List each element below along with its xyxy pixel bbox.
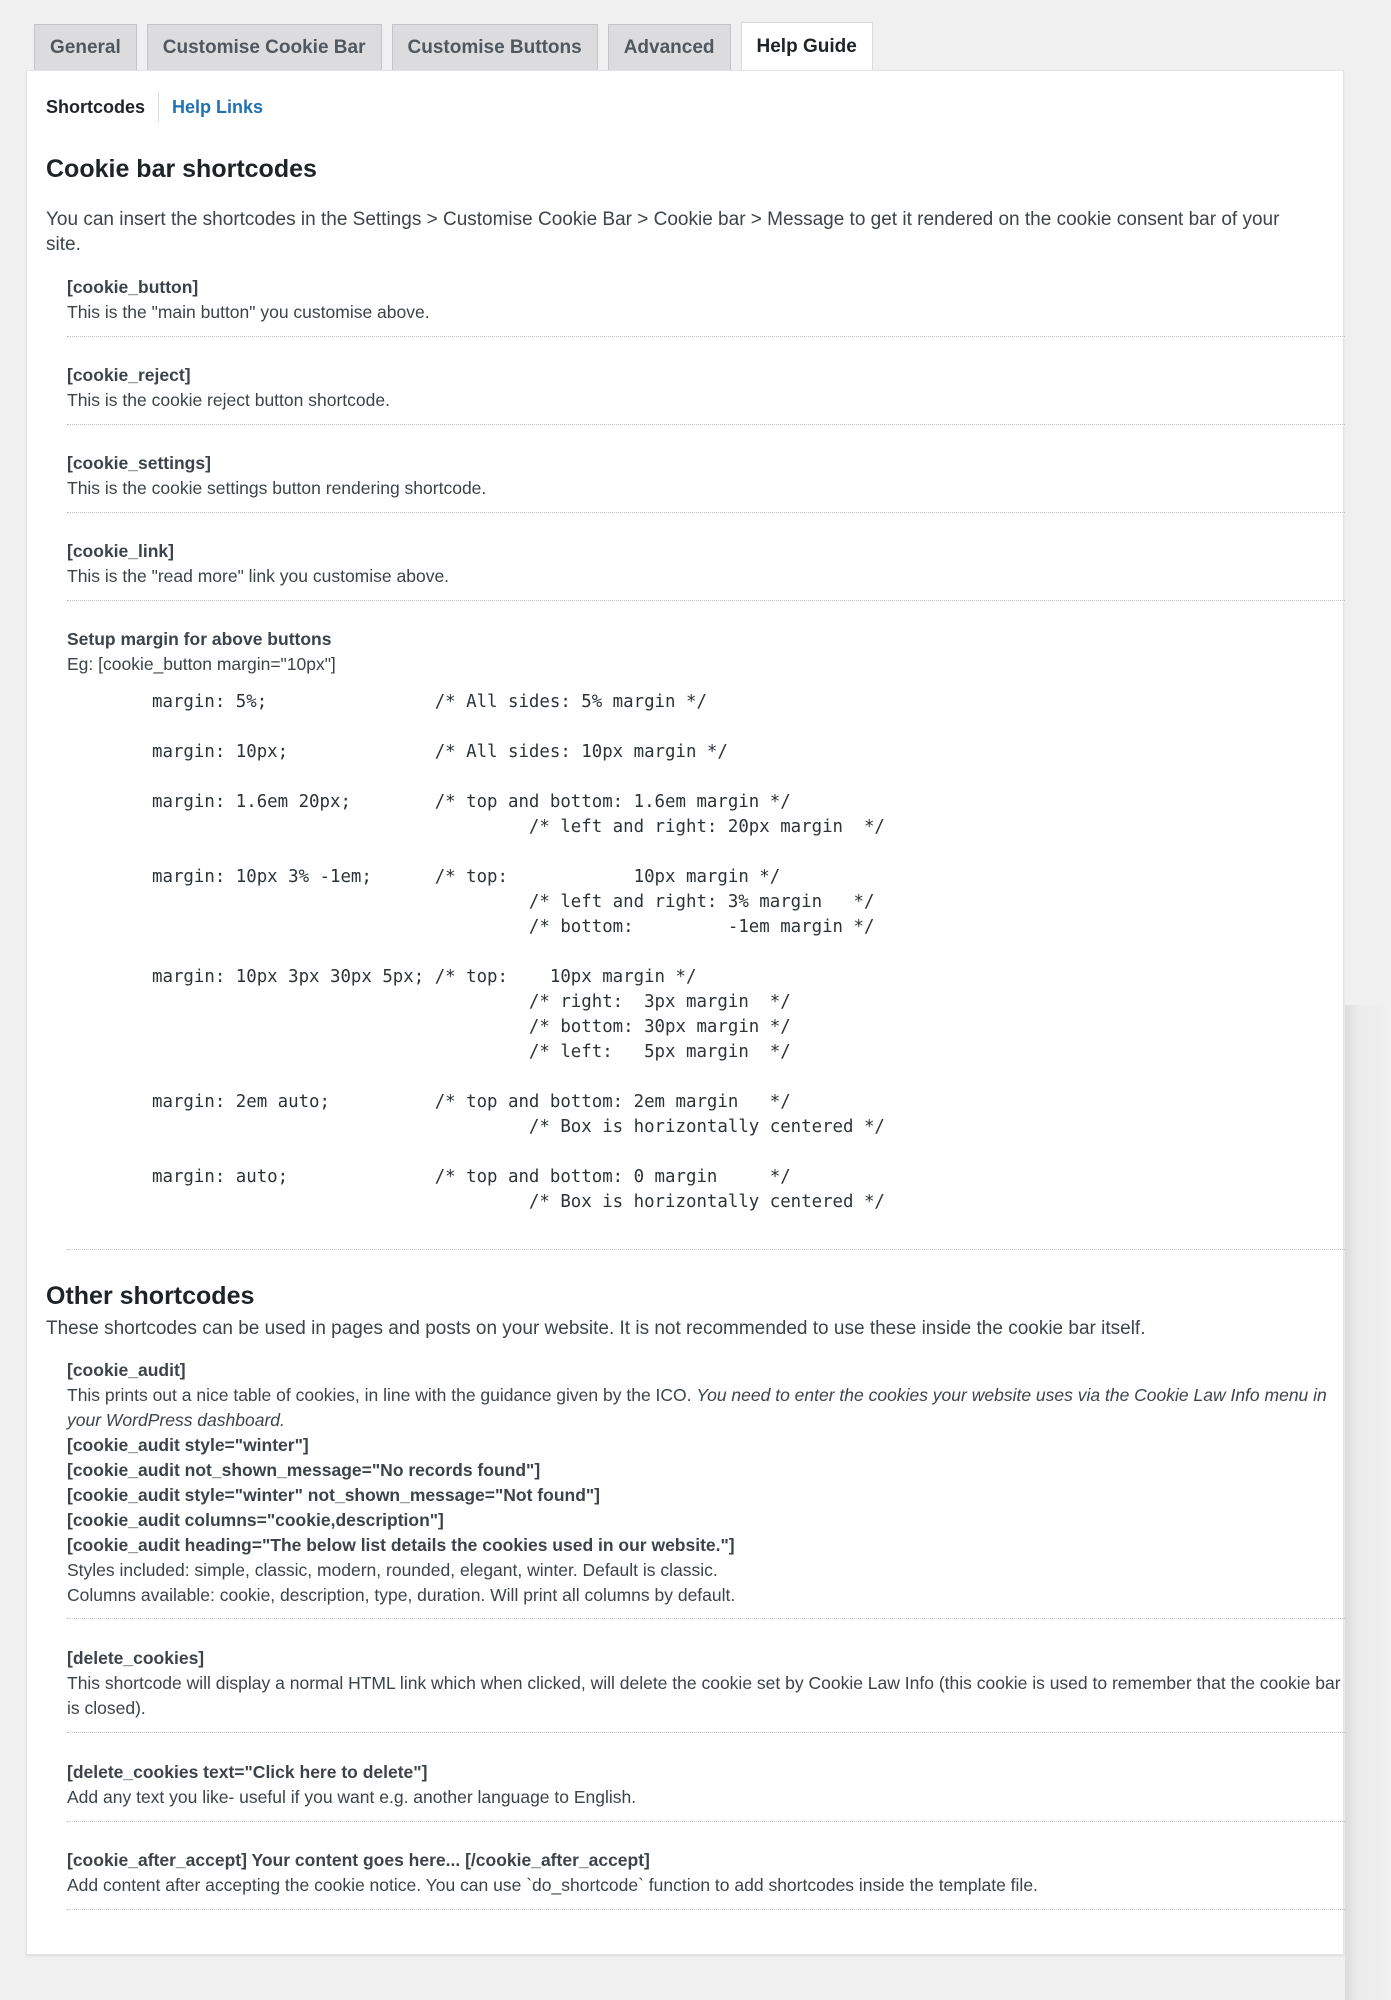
shortcode-description: This shortcode will display a normal HTML link which when clicked, will delete the cookie set by Cookie Law Info (this cookie is used to remember that the cookie bar is closed). xyxy=(67,1673,1341,1718)
audit-description-text: This prints out a nice table of cookies, in line with the guidance given by the ICO. xyxy=(67,1385,697,1405)
cookie-bar-shortcodes-title: Cookie bar shortcodes xyxy=(46,155,317,183)
shortcode-code: [cookie_link] xyxy=(67,541,174,561)
subnav-help-links[interactable]: Help Links xyxy=(172,96,264,117)
other-shortcodes-intro: These shortcodes can be used in pages and posts on your website. It is not recommended to use these inside the cookie bar itself. xyxy=(46,1318,1146,1339)
settings-tabs xyxy=(34,22,873,70)
shortcode-description: Add any text you like- useful if you want e.g. another language to English. xyxy=(67,1787,637,1807)
other-shortcodes-title: Other shortcodes xyxy=(46,1282,255,1310)
margin-code-block: margin: 5%; /* All sides: 5% margin */ margin: 10px; /* All sides: 10px margin */ margin: 1.6em 20px; /* top and bottom: 1.6em margin */ /* left and right: 20px margin */ margin: 10px 3% -1em; /* top: 10px margin */ /* left and right: 3% margin */ /* bottom: -1em margin */ margin: 10px 3px 30px 5px; /* top: 10px margin */ /* right: 3px margin */ /* bottom: 30px margin */ /* left: 5px margin */ margin: 2em auto; /* top and bottom: 2em margin */ /* Box is horizontally centered */ margin: auto; /* top and bottom: 0 margin */ /* Box is horizontally centered */ xyxy=(152,692,885,1212)
shortcode-code: [cookie_audit] xyxy=(67,1360,186,1380)
sub-navigation xyxy=(46,92,276,122)
tab-advanced[interactable]: Advanced xyxy=(608,24,731,70)
shortcode-code: [delete_cookies] xyxy=(67,1648,205,1668)
margin-setup-example: Eg: [cookie_button margin="10px"] xyxy=(67,654,336,674)
tab-help-guide[interactable]: Help Guide xyxy=(741,22,873,71)
tab-customise-buttons[interactable]: Customise Buttons xyxy=(392,24,598,70)
audit-variant: [cookie_audit not_shown_message="No records found"] xyxy=(67,1460,541,1480)
subnav-shortcodes[interactable]: Shortcodes xyxy=(46,96,146,117)
margin-setup-title: Setup margin for above buttons xyxy=(67,629,332,649)
shortcode-item xyxy=(67,275,1345,337)
shortcode-code: [cookie_after_accept] Your content goes here... [/cookie_after_accept] xyxy=(67,1850,650,1870)
shortcode-description: This is the "read more" link you customise above. xyxy=(67,566,450,586)
audit-columns-text: Columns available: cookie, description, type, duration. Will print all columns by default. xyxy=(67,1585,736,1605)
audit-styles-text: Styles included: simple, classic, modern, rounded, elegant, winter. Default is classic. xyxy=(67,1560,718,1580)
audit-variant: [cookie_audit style="winter" not_shown_message="Not found"] xyxy=(67,1485,601,1505)
audit-variant: [cookie_audit style="winter"] xyxy=(67,1435,309,1455)
audit-description-note: You need to enter the cookies your website uses via the Cookie Law Info menu in your WordPress dashboard. xyxy=(67,1385,1327,1430)
shortcode-description: This is the "main button" you customise above. xyxy=(67,302,430,322)
shortcode-item xyxy=(67,539,1345,601)
shortcode-code: [cookie_button] xyxy=(67,277,199,297)
subnav-divider xyxy=(158,92,159,122)
shortcode-item xyxy=(67,1760,1345,1822)
shortcode-description: This is the cookie settings button rendering shortcode. xyxy=(67,478,487,498)
tab-general[interactable]: General xyxy=(34,24,137,70)
shortcode-item xyxy=(67,1646,1345,1733)
scroll-shade xyxy=(1345,1005,1391,2000)
audit-variant: [cookie_audit heading="The below list details the cookies used in our website."] xyxy=(67,1535,735,1555)
shortcode-item xyxy=(67,363,1345,425)
shortcode-description: Add content after accepting the cookie notice. You can use `do_shortcode` function to add shortcodes inside the template file. xyxy=(67,1875,1038,1895)
audit-variant: [cookie_audit columns="cookie,description"] xyxy=(67,1510,444,1530)
shortcode-code: [delete_cookies text="Click here to delete"] xyxy=(67,1762,428,1782)
shortcode-code: [cookie_reject] xyxy=(67,365,191,385)
shortcode-description: This is the cookie reject button shortcode. xyxy=(67,390,390,410)
cookie-bar-intro: You can insert the shortcodes in the Settings > Customise Cookie Bar > Cookie bar > Message to get it rendered on the cookie consent bar of your site. xyxy=(46,209,1280,255)
shortcode-code: [cookie_settings] xyxy=(67,453,211,473)
tab-customise-cookie-bar[interactable]: Customise Cookie Bar xyxy=(147,24,382,70)
cookie-audit-item xyxy=(67,1358,1345,1619)
shortcode-item xyxy=(67,451,1345,513)
shortcode-description xyxy=(67,1383,1345,1433)
shortcode-item xyxy=(67,1848,1345,1910)
